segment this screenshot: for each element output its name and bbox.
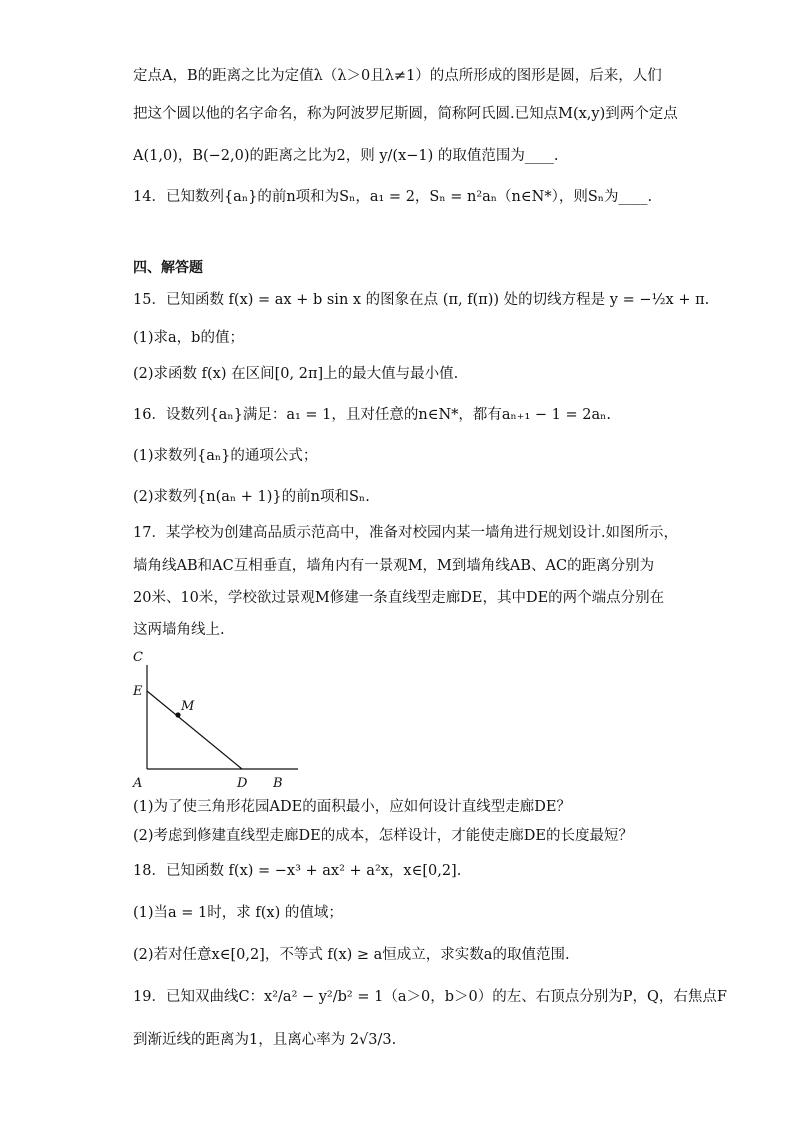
q17-line-3: 20米、10米，学校欲过景观M修建一条直线型走廊DE，其中DE的两个端点分别在 [133,590,665,606]
q16-stem: 16．设数列{aₙ}满足：a₁ = 1，且对任意的n∈N*，都有aₙ₊₁ − 1 = 2aₙ. [133,407,611,423]
label-b: B [273,776,283,790]
section-title: 四、解答题 [133,260,203,276]
q17-figure [130,645,310,790]
q16-part-2: (2)求数列{n(aₙ + 1)}的前n项和Sₙ. [133,489,370,505]
q18-stem: 18．已知函数 f(x) = −x³ + ax² + a²x，x∈[0,2]. [133,863,462,879]
label-c: C [133,650,143,665]
q18-part-2: (2)若对任意x∈[0,2]，不等式 f(x) ≥ a恒成立，求实数a的取值范围. [133,947,570,963]
q17-part-1: (1)为了使三角形花园ADE的面积最小，应如何设计直线型走廊DE？ [133,799,571,815]
q19-line-2: 到渐近线的距离为1，且离心率为 2√3/3. [133,1032,397,1048]
q17-line-4: 这两墙角线上. [133,622,225,638]
point-m [175,712,180,717]
q13-line-2: 把这个圆以他的名字命名，称为阿波罗尼斯圆，简称阿氏圆.已知点M(x,y)到两个定点 [133,106,678,122]
q15-stem: 15．已知函数 f(x) = ax + b sin x 的图象在点 (π, f(π)) 处的切线方程是 y = −½x + π. [133,292,710,308]
q17-part-2: (2)考虑到修建直线型走廊DE的成本，怎样设计，才能使走廊DE的长度最短？ [133,828,633,844]
label-a: A [133,776,143,790]
label-e: E [133,684,143,699]
q15-part-1: (1)求a，b的值； [133,330,244,346]
q13-line-3: A(1,0)，B(−2,0)的距离之比为2，则 y/(x−1) 的取值范围为____. [133,148,559,164]
label-m: M [181,699,195,714]
q16-part-1: (1)求数列{aₙ}的通项公式； [133,448,318,464]
q14-line-1: 14．已知数列{aₙ}的前n项和为Sₙ，a₁ = 2，Sₙ = n²aₙ（n∈N*），则Sₙ为____. [133,189,653,205]
q13-line-1: 定点A，B的距离之比为定值λ（λ＞0且λ≠1）的点所形成的图形是圆，后来，人们 [133,68,662,84]
q15-part-2: (2)求函数 f(x) 在区间[0, 2π]上的最大值与最小值. [133,366,459,382]
q19-line-1: 19．已知双曲线C：x²/a² − y²/b² = 1（a＞0，b＞0）的左、右顶点分别为P，Q，右焦点F [133,989,727,1005]
q17-line-1: 17．某学校为创建高品质示范高中，准备对校园内某一墙角进行规划设计.如图所示， [133,525,679,541]
q17-line-2: 墙角线AB和AC互相垂直，墙角内有一景观M，M到墙角线AB、AC的距离分别为 [133,558,655,574]
corridor-de [147,691,242,769]
q18-part-1: (1)当a = 1时，求 f(x) 的值域； [133,905,343,921]
label-d: D [237,776,248,790]
